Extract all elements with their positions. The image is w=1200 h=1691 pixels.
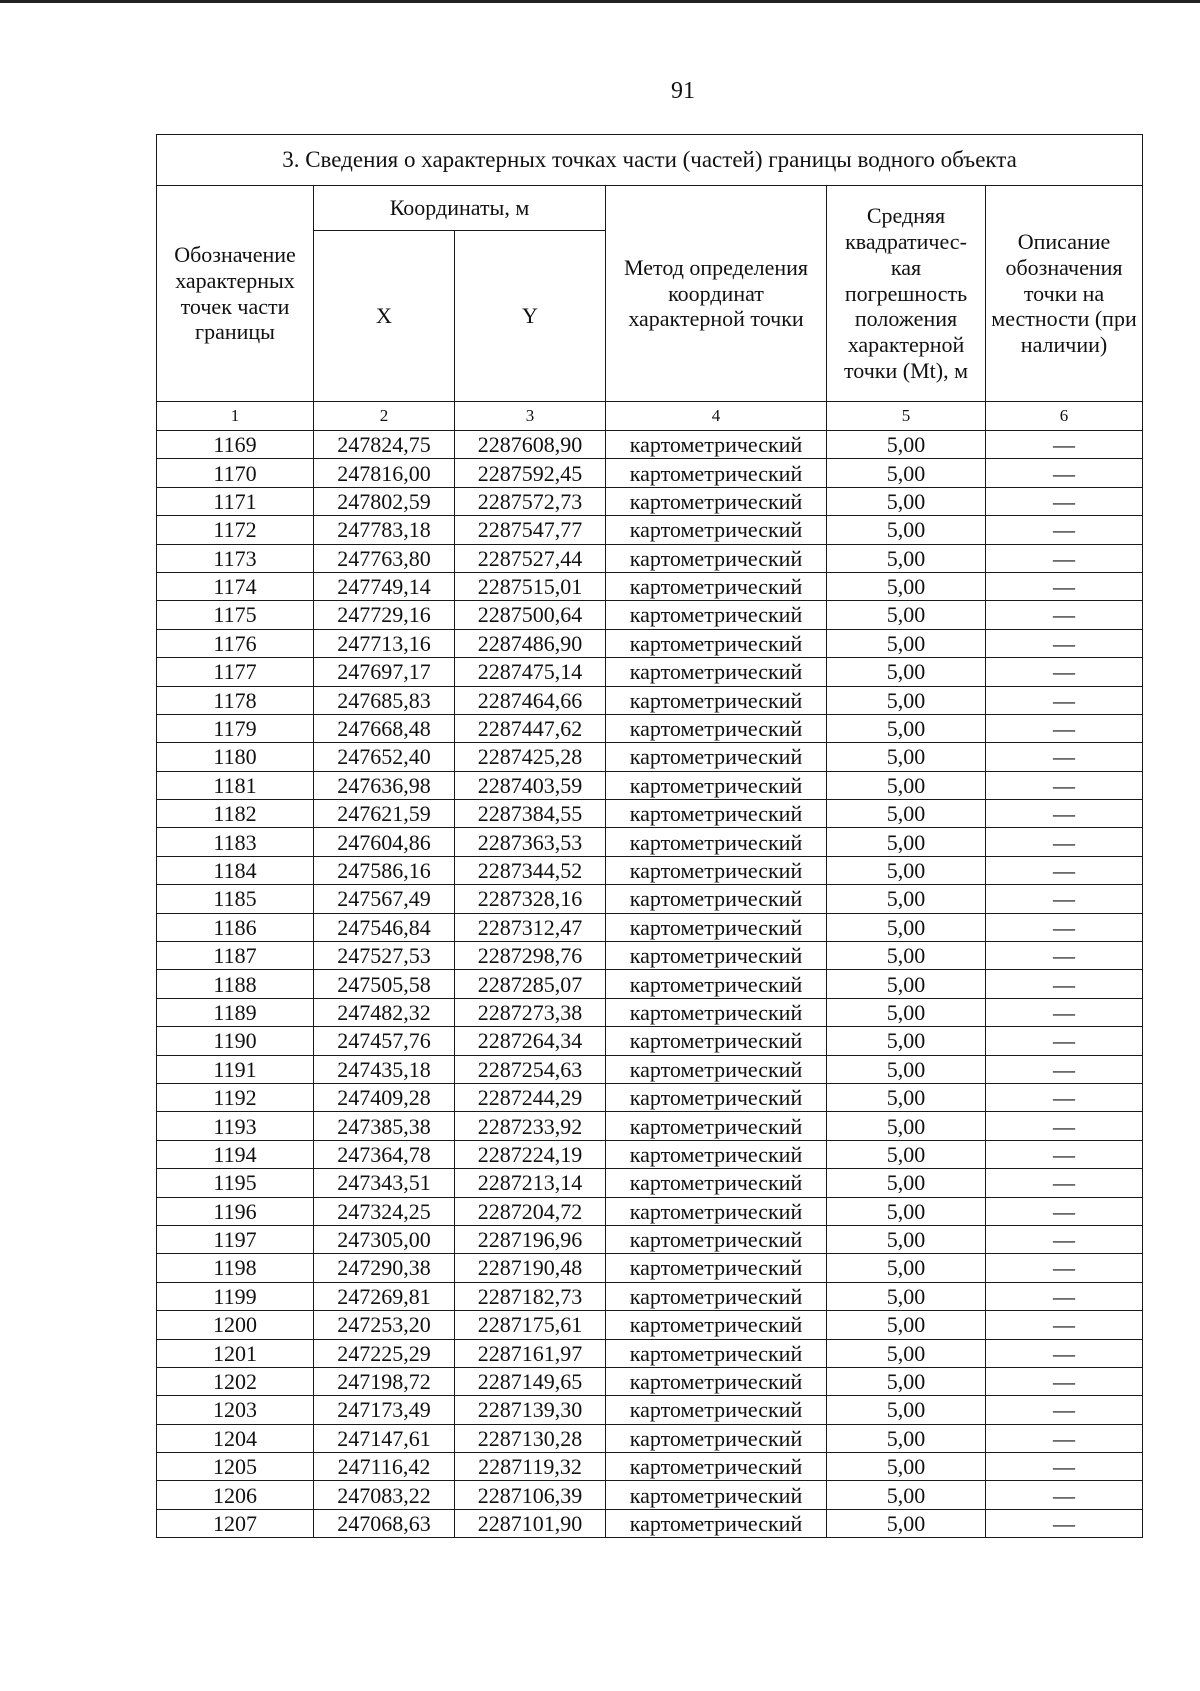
point-id-cell: 1181 bbox=[157, 771, 314, 799]
description-cell: — bbox=[986, 1225, 1143, 1253]
error-cell: 5,00 bbox=[827, 1083, 986, 1111]
description-cell: — bbox=[986, 1027, 1143, 1055]
x-coordinate-cell: 247083,22 bbox=[314, 1481, 455, 1509]
method-cell: картометрический bbox=[606, 487, 827, 515]
method-cell: картометрический bbox=[606, 1481, 827, 1509]
x-coordinate-cell: 247305,00 bbox=[314, 1225, 455, 1253]
description-cell: — bbox=[986, 771, 1143, 799]
x-coordinate-cell: 247816,00 bbox=[314, 459, 455, 487]
x-coordinate-cell: 247824,75 bbox=[314, 431, 455, 459]
column-number: 4 bbox=[606, 402, 827, 431]
error-cell: 5,00 bbox=[827, 913, 986, 941]
x-coordinate-cell: 247116,42 bbox=[314, 1453, 455, 1481]
error-cell: 5,00 bbox=[827, 544, 986, 572]
point-id-cell: 1200 bbox=[157, 1311, 314, 1339]
y-coordinate-cell: 2287486,90 bbox=[455, 629, 606, 657]
x-coordinate-cell: 247225,29 bbox=[314, 1339, 455, 1367]
x-coordinate-cell: 247435,18 bbox=[314, 1055, 455, 1083]
table-row bbox=[157, 459, 1143, 487]
point-id-cell: 1195 bbox=[157, 1169, 314, 1197]
y-coordinate-cell: 2287515,01 bbox=[455, 572, 606, 600]
table-row bbox=[157, 601, 1143, 629]
method-cell: картометрический bbox=[606, 516, 827, 544]
method-cell: картометрический bbox=[606, 913, 827, 941]
description-cell: — bbox=[986, 516, 1143, 544]
point-id-cell: 1192 bbox=[157, 1083, 314, 1111]
point-id-cell: 1172 bbox=[157, 516, 314, 544]
point-id-cell: 1184 bbox=[157, 856, 314, 884]
table-row bbox=[157, 1311, 1143, 1339]
x-coordinate-cell: 247621,59 bbox=[314, 800, 455, 828]
error-cell: 5,00 bbox=[827, 1424, 986, 1452]
y-coordinate-cell: 2287475,14 bbox=[455, 658, 606, 686]
method-cell: картометрический bbox=[606, 544, 827, 572]
point-id-cell: 1182 bbox=[157, 800, 314, 828]
method-cell: картометрический bbox=[606, 1367, 827, 1395]
table-body bbox=[157, 431, 1143, 1538]
method-cell: картометрический bbox=[606, 1509, 827, 1537]
method-cell: картометрический bbox=[606, 856, 827, 884]
y-coordinate-cell: 2287161,97 bbox=[455, 1339, 606, 1367]
description-cell: — bbox=[986, 714, 1143, 742]
error-cell: 5,00 bbox=[827, 1169, 986, 1197]
x-coordinate-cell: 247527,53 bbox=[314, 942, 455, 970]
error-cell: 5,00 bbox=[827, 743, 986, 771]
header-method: Метод определения координат характерной точки bbox=[606, 186, 827, 402]
error-cell: 5,00 bbox=[827, 601, 986, 629]
point-id-cell: 1196 bbox=[157, 1197, 314, 1225]
error-cell: 5,00 bbox=[827, 487, 986, 515]
error-cell: 5,00 bbox=[827, 572, 986, 600]
column-number: 2 bbox=[314, 402, 455, 431]
y-coordinate-cell: 2287213,14 bbox=[455, 1169, 606, 1197]
table-row bbox=[157, 431, 1143, 459]
table-title: 3. Сведения о характерных точках части (частей) границы водного объекта bbox=[157, 135, 1143, 186]
description-cell: — bbox=[986, 686, 1143, 714]
error-cell: 5,00 bbox=[827, 1509, 986, 1537]
description-cell: — bbox=[986, 431, 1143, 459]
column-number: 1 bbox=[157, 402, 314, 431]
x-coordinate-cell: 247290,38 bbox=[314, 1254, 455, 1282]
table-row bbox=[157, 572, 1143, 600]
error-cell: 5,00 bbox=[827, 970, 986, 998]
table-row bbox=[157, 1197, 1143, 1225]
page-number: 91 bbox=[671, 78, 695, 104]
method-cell: картометрический bbox=[606, 743, 827, 771]
y-coordinate-cell: 2287101,90 bbox=[455, 1509, 606, 1537]
x-coordinate-cell: 247763,80 bbox=[314, 544, 455, 572]
y-coordinate-cell: 2287384,55 bbox=[455, 800, 606, 828]
table-row bbox=[157, 714, 1143, 742]
point-id-cell: 1179 bbox=[157, 714, 314, 742]
method-cell: картометрический bbox=[606, 998, 827, 1026]
table-row bbox=[157, 771, 1143, 799]
y-coordinate-cell: 2287285,07 bbox=[455, 970, 606, 998]
method-cell: картометрический bbox=[606, 885, 827, 913]
description-cell: — bbox=[986, 1453, 1143, 1481]
header-coordinates: Координаты, м bbox=[314, 186, 606, 231]
error-cell: 5,00 bbox=[827, 658, 986, 686]
description-cell: — bbox=[986, 1112, 1143, 1140]
y-coordinate-cell: 2287224,19 bbox=[455, 1140, 606, 1168]
error-cell: 5,00 bbox=[827, 1112, 986, 1140]
y-coordinate-cell: 2287500,64 bbox=[455, 601, 606, 629]
point-id-cell: 1183 bbox=[157, 828, 314, 856]
point-id-cell: 1178 bbox=[157, 686, 314, 714]
error-cell: 5,00 bbox=[827, 828, 986, 856]
x-coordinate-cell: 247457,76 bbox=[314, 1027, 455, 1055]
y-coordinate-cell: 2287298,76 bbox=[455, 942, 606, 970]
error-cell: 5,00 bbox=[827, 1282, 986, 1310]
method-cell: картометрический bbox=[606, 970, 827, 998]
table-row bbox=[157, 856, 1143, 884]
method-cell: картометрический bbox=[606, 431, 827, 459]
error-cell: 5,00 bbox=[827, 998, 986, 1026]
y-coordinate-cell: 2287204,72 bbox=[455, 1197, 606, 1225]
table-row bbox=[157, 743, 1143, 771]
error-cell: 5,00 bbox=[827, 1055, 986, 1083]
point-id-cell: 1176 bbox=[157, 629, 314, 657]
x-coordinate-cell: 247668,48 bbox=[314, 714, 455, 742]
method-cell: картометрический bbox=[606, 1225, 827, 1253]
point-id-cell: 1173 bbox=[157, 544, 314, 572]
y-coordinate-cell: 2287312,47 bbox=[455, 913, 606, 941]
description-cell: — bbox=[986, 1140, 1143, 1168]
method-cell: картометрический bbox=[606, 1311, 827, 1339]
description-cell: — bbox=[986, 1169, 1143, 1197]
y-coordinate-cell: 2287572,73 bbox=[455, 487, 606, 515]
method-cell: картометрический bbox=[606, 1254, 827, 1282]
x-coordinate-cell: 247713,16 bbox=[314, 629, 455, 657]
point-id-cell: 1197 bbox=[157, 1225, 314, 1253]
x-coordinate-cell: 247482,32 bbox=[314, 998, 455, 1026]
description-cell: — bbox=[986, 629, 1143, 657]
x-coordinate-cell: 247546,84 bbox=[314, 913, 455, 941]
description-cell: — bbox=[986, 1396, 1143, 1424]
error-cell: 5,00 bbox=[827, 1481, 986, 1509]
description-cell: — bbox=[986, 658, 1143, 686]
method-cell: картометрический bbox=[606, 658, 827, 686]
point-id-cell: 1204 bbox=[157, 1424, 314, 1452]
point-id-cell: 1198 bbox=[157, 1254, 314, 1282]
x-coordinate-cell: 247636,98 bbox=[314, 771, 455, 799]
point-id-cell: 1175 bbox=[157, 601, 314, 629]
column-number: 3 bbox=[455, 402, 606, 431]
error-cell: 5,00 bbox=[827, 686, 986, 714]
method-cell: картометрический bbox=[606, 828, 827, 856]
method-cell: картометрический bbox=[606, 714, 827, 742]
table-row bbox=[157, 1509, 1143, 1537]
error-cell: 5,00 bbox=[827, 459, 986, 487]
x-coordinate-cell: 247697,17 bbox=[314, 658, 455, 686]
description-cell: — bbox=[986, 544, 1143, 572]
table-row bbox=[157, 970, 1143, 998]
x-coordinate-cell: 247505,58 bbox=[314, 970, 455, 998]
method-cell: картометрический bbox=[606, 686, 827, 714]
table-row bbox=[157, 1339, 1143, 1367]
table-row bbox=[157, 942, 1143, 970]
point-id-cell: 1180 bbox=[157, 743, 314, 771]
y-coordinate-cell: 2287139,30 bbox=[455, 1396, 606, 1424]
table-row bbox=[157, 686, 1143, 714]
error-cell: 5,00 bbox=[827, 942, 986, 970]
header-x: X bbox=[314, 231, 455, 402]
y-coordinate-cell: 2287527,44 bbox=[455, 544, 606, 572]
point-id-cell: 1207 bbox=[157, 1509, 314, 1537]
method-cell: картометрический bbox=[606, 1339, 827, 1367]
x-coordinate-cell: 247567,49 bbox=[314, 885, 455, 913]
y-coordinate-cell: 2287328,16 bbox=[455, 885, 606, 913]
y-coordinate-cell: 2287254,63 bbox=[455, 1055, 606, 1083]
point-id-cell: 1206 bbox=[157, 1481, 314, 1509]
table-row bbox=[157, 1225, 1143, 1253]
column-number: 5 bbox=[827, 402, 986, 431]
error-cell: 5,00 bbox=[827, 629, 986, 657]
table-row bbox=[157, 885, 1143, 913]
point-id-cell: 1177 bbox=[157, 658, 314, 686]
x-coordinate-cell: 247173,49 bbox=[314, 1396, 455, 1424]
x-coordinate-cell: 247802,59 bbox=[314, 487, 455, 515]
x-coordinate-cell: 247749,14 bbox=[314, 572, 455, 600]
description-cell: — bbox=[986, 1197, 1143, 1225]
point-id-cell: 1203 bbox=[157, 1396, 314, 1424]
error-cell: 5,00 bbox=[827, 1453, 986, 1481]
error-cell: 5,00 bbox=[827, 856, 986, 884]
point-id-cell: 1201 bbox=[157, 1339, 314, 1367]
error-cell: 5,00 bbox=[827, 1027, 986, 1055]
x-coordinate-cell: 247343,51 bbox=[314, 1169, 455, 1197]
table-row bbox=[157, 658, 1143, 686]
point-id-cell: 1191 bbox=[157, 1055, 314, 1083]
description-cell: — bbox=[986, 1254, 1143, 1282]
description-cell: — bbox=[986, 913, 1143, 941]
x-coordinate-cell: 247385,38 bbox=[314, 1112, 455, 1140]
description-cell: — bbox=[986, 970, 1143, 998]
method-cell: картометрический bbox=[606, 601, 827, 629]
table-row bbox=[157, 1254, 1143, 1282]
column-number: 6 bbox=[986, 402, 1143, 431]
point-id-cell: 1171 bbox=[157, 487, 314, 515]
point-id-cell: 1169 bbox=[157, 431, 314, 459]
y-coordinate-cell: 2287547,77 bbox=[455, 516, 606, 544]
table-row bbox=[157, 516, 1143, 544]
point-id-cell: 1187 bbox=[157, 942, 314, 970]
y-coordinate-cell: 2287425,28 bbox=[455, 743, 606, 771]
y-coordinate-cell: 2287196,96 bbox=[455, 1225, 606, 1253]
error-cell: 5,00 bbox=[827, 885, 986, 913]
header-y: Y bbox=[455, 231, 606, 402]
description-cell: — bbox=[986, 856, 1143, 884]
y-coordinate-cell: 2287182,73 bbox=[455, 1282, 606, 1310]
error-cell: 5,00 bbox=[827, 800, 986, 828]
method-cell: картометрический bbox=[606, 629, 827, 657]
error-cell: 5,00 bbox=[827, 1197, 986, 1225]
table-row bbox=[157, 913, 1143, 941]
point-id-cell: 1170 bbox=[157, 459, 314, 487]
description-cell: — bbox=[986, 1282, 1143, 1310]
point-id-cell: 1188 bbox=[157, 970, 314, 998]
method-cell: картометрический bbox=[606, 771, 827, 799]
method-cell: картометрический bbox=[606, 1453, 827, 1481]
method-cell: картометрический bbox=[606, 1282, 827, 1310]
column-numbers-row bbox=[157, 402, 1143, 431]
method-cell: картометрический bbox=[606, 1424, 827, 1452]
method-cell: картометрический bbox=[606, 1140, 827, 1168]
scan-top-edge bbox=[0, 0, 1200, 3]
table-row bbox=[157, 800, 1143, 828]
table-row bbox=[157, 1396, 1143, 1424]
x-coordinate-cell: 247586,16 bbox=[314, 856, 455, 884]
description-cell: — bbox=[986, 1083, 1143, 1111]
y-coordinate-cell: 2287264,34 bbox=[455, 1027, 606, 1055]
description-cell: — bbox=[986, 942, 1143, 970]
y-coordinate-cell: 2287592,45 bbox=[455, 459, 606, 487]
x-coordinate-cell: 247729,16 bbox=[314, 601, 455, 629]
table-row bbox=[157, 998, 1143, 1026]
method-cell: картометрический bbox=[606, 1055, 827, 1083]
x-coordinate-cell: 247604,86 bbox=[314, 828, 455, 856]
point-id-cell: 1189 bbox=[157, 998, 314, 1026]
x-coordinate-cell: 247324,25 bbox=[314, 1197, 455, 1225]
point-id-cell: 1199 bbox=[157, 1282, 314, 1310]
table-row bbox=[157, 1169, 1143, 1197]
table-row bbox=[157, 544, 1143, 572]
y-coordinate-cell: 2287447,62 bbox=[455, 714, 606, 742]
method-cell: картометрический bbox=[606, 1197, 827, 1225]
table-row bbox=[157, 629, 1143, 657]
error-cell: 5,00 bbox=[827, 1254, 986, 1282]
x-coordinate-cell: 247253,20 bbox=[314, 1311, 455, 1339]
y-coordinate-cell: 2287403,59 bbox=[455, 771, 606, 799]
method-cell: картометрический bbox=[606, 1169, 827, 1197]
description-cell: — bbox=[986, 743, 1143, 771]
x-coordinate-cell: 247147,61 bbox=[314, 1424, 455, 1452]
error-cell: 5,00 bbox=[827, 1140, 986, 1168]
point-id-cell: 1193 bbox=[157, 1112, 314, 1140]
table-row bbox=[157, 1083, 1143, 1111]
point-id-cell: 1174 bbox=[157, 572, 314, 600]
description-cell: — bbox=[986, 1481, 1143, 1509]
header-error: Средняя квадратичес-кая погрешность положения характерной точки (Mt), м bbox=[827, 186, 986, 402]
y-coordinate-cell: 2287106,39 bbox=[455, 1481, 606, 1509]
table-row bbox=[157, 1282, 1143, 1310]
error-cell: 5,00 bbox=[827, 714, 986, 742]
description-cell: — bbox=[986, 998, 1143, 1026]
x-coordinate-cell: 247685,83 bbox=[314, 686, 455, 714]
table-row bbox=[157, 1112, 1143, 1140]
y-coordinate-cell: 2287464,66 bbox=[455, 686, 606, 714]
error-cell: 5,00 bbox=[827, 1225, 986, 1253]
table-row bbox=[157, 1027, 1143, 1055]
table-row bbox=[157, 487, 1143, 515]
description-cell: — bbox=[986, 1367, 1143, 1395]
method-cell: картометрический bbox=[606, 1083, 827, 1111]
description-cell: — bbox=[986, 1424, 1143, 1452]
y-coordinate-cell: 2287363,53 bbox=[455, 828, 606, 856]
method-cell: картометрический bbox=[606, 572, 827, 600]
table-row bbox=[157, 1453, 1143, 1481]
point-id-cell: 1202 bbox=[157, 1367, 314, 1395]
table-row bbox=[157, 1424, 1143, 1452]
point-id-cell: 1186 bbox=[157, 913, 314, 941]
error-cell: 5,00 bbox=[827, 1311, 986, 1339]
x-coordinate-cell: 247652,40 bbox=[314, 743, 455, 771]
method-cell: картометрический bbox=[606, 1027, 827, 1055]
method-cell: картометрический bbox=[606, 1112, 827, 1140]
table-row bbox=[157, 1367, 1143, 1395]
table-row bbox=[157, 828, 1143, 856]
error-cell: 5,00 bbox=[827, 516, 986, 544]
header-description: Описание обозначения точки на местности (при наличии) bbox=[986, 186, 1143, 402]
y-coordinate-cell: 2287130,28 bbox=[455, 1424, 606, 1452]
description-cell: — bbox=[986, 800, 1143, 828]
table-row bbox=[157, 1140, 1143, 1168]
description-cell: — bbox=[986, 572, 1143, 600]
y-coordinate-cell: 2287273,38 bbox=[455, 998, 606, 1026]
method-cell: картометрический bbox=[606, 459, 827, 487]
description-cell: — bbox=[986, 1339, 1143, 1367]
method-cell: картометрический bbox=[606, 942, 827, 970]
description-cell: — bbox=[986, 828, 1143, 856]
point-id-cell: 1205 bbox=[157, 1453, 314, 1481]
x-coordinate-cell: 247783,18 bbox=[314, 516, 455, 544]
boundary-points-table bbox=[156, 134, 1143, 1538]
y-coordinate-cell: 2287344,52 bbox=[455, 856, 606, 884]
point-id-cell: 1194 bbox=[157, 1140, 314, 1168]
x-coordinate-cell: 247364,78 bbox=[314, 1140, 455, 1168]
error-cell: 5,00 bbox=[827, 1396, 986, 1424]
description-cell: — bbox=[986, 1055, 1143, 1083]
error-cell: 5,00 bbox=[827, 431, 986, 459]
point-id-cell: 1190 bbox=[157, 1027, 314, 1055]
description-cell: — bbox=[986, 487, 1143, 515]
error-cell: 5,00 bbox=[827, 1339, 986, 1367]
y-coordinate-cell: 2287119,32 bbox=[455, 1453, 606, 1481]
description-cell: — bbox=[986, 1311, 1143, 1339]
y-coordinate-cell: 2287233,92 bbox=[455, 1112, 606, 1140]
description-cell: — bbox=[986, 885, 1143, 913]
y-coordinate-cell: 2287608,90 bbox=[455, 431, 606, 459]
table-row bbox=[157, 1481, 1143, 1509]
error-cell: 5,00 bbox=[827, 771, 986, 799]
description-cell: — bbox=[986, 1509, 1143, 1537]
y-coordinate-cell: 2287175,61 bbox=[455, 1311, 606, 1339]
header-designation: Обозначение характерных точек части границы bbox=[157, 186, 314, 402]
x-coordinate-cell: 247409,28 bbox=[314, 1083, 455, 1111]
method-cell: картометрический bbox=[606, 800, 827, 828]
point-id-cell: 1185 bbox=[157, 885, 314, 913]
description-cell: — bbox=[986, 459, 1143, 487]
y-coordinate-cell: 2287190,48 bbox=[455, 1254, 606, 1282]
y-coordinate-cell: 2287149,65 bbox=[455, 1367, 606, 1395]
x-coordinate-cell: 247068,63 bbox=[314, 1509, 455, 1537]
method-cell: картометрический bbox=[606, 1396, 827, 1424]
y-coordinate-cell: 2287244,29 bbox=[455, 1083, 606, 1111]
table-row bbox=[157, 1055, 1143, 1083]
x-coordinate-cell: 247198,72 bbox=[314, 1367, 455, 1395]
x-coordinate-cell: 247269,81 bbox=[314, 1282, 455, 1310]
description-cell: — bbox=[986, 601, 1143, 629]
error-cell: 5,00 bbox=[827, 1367, 986, 1395]
